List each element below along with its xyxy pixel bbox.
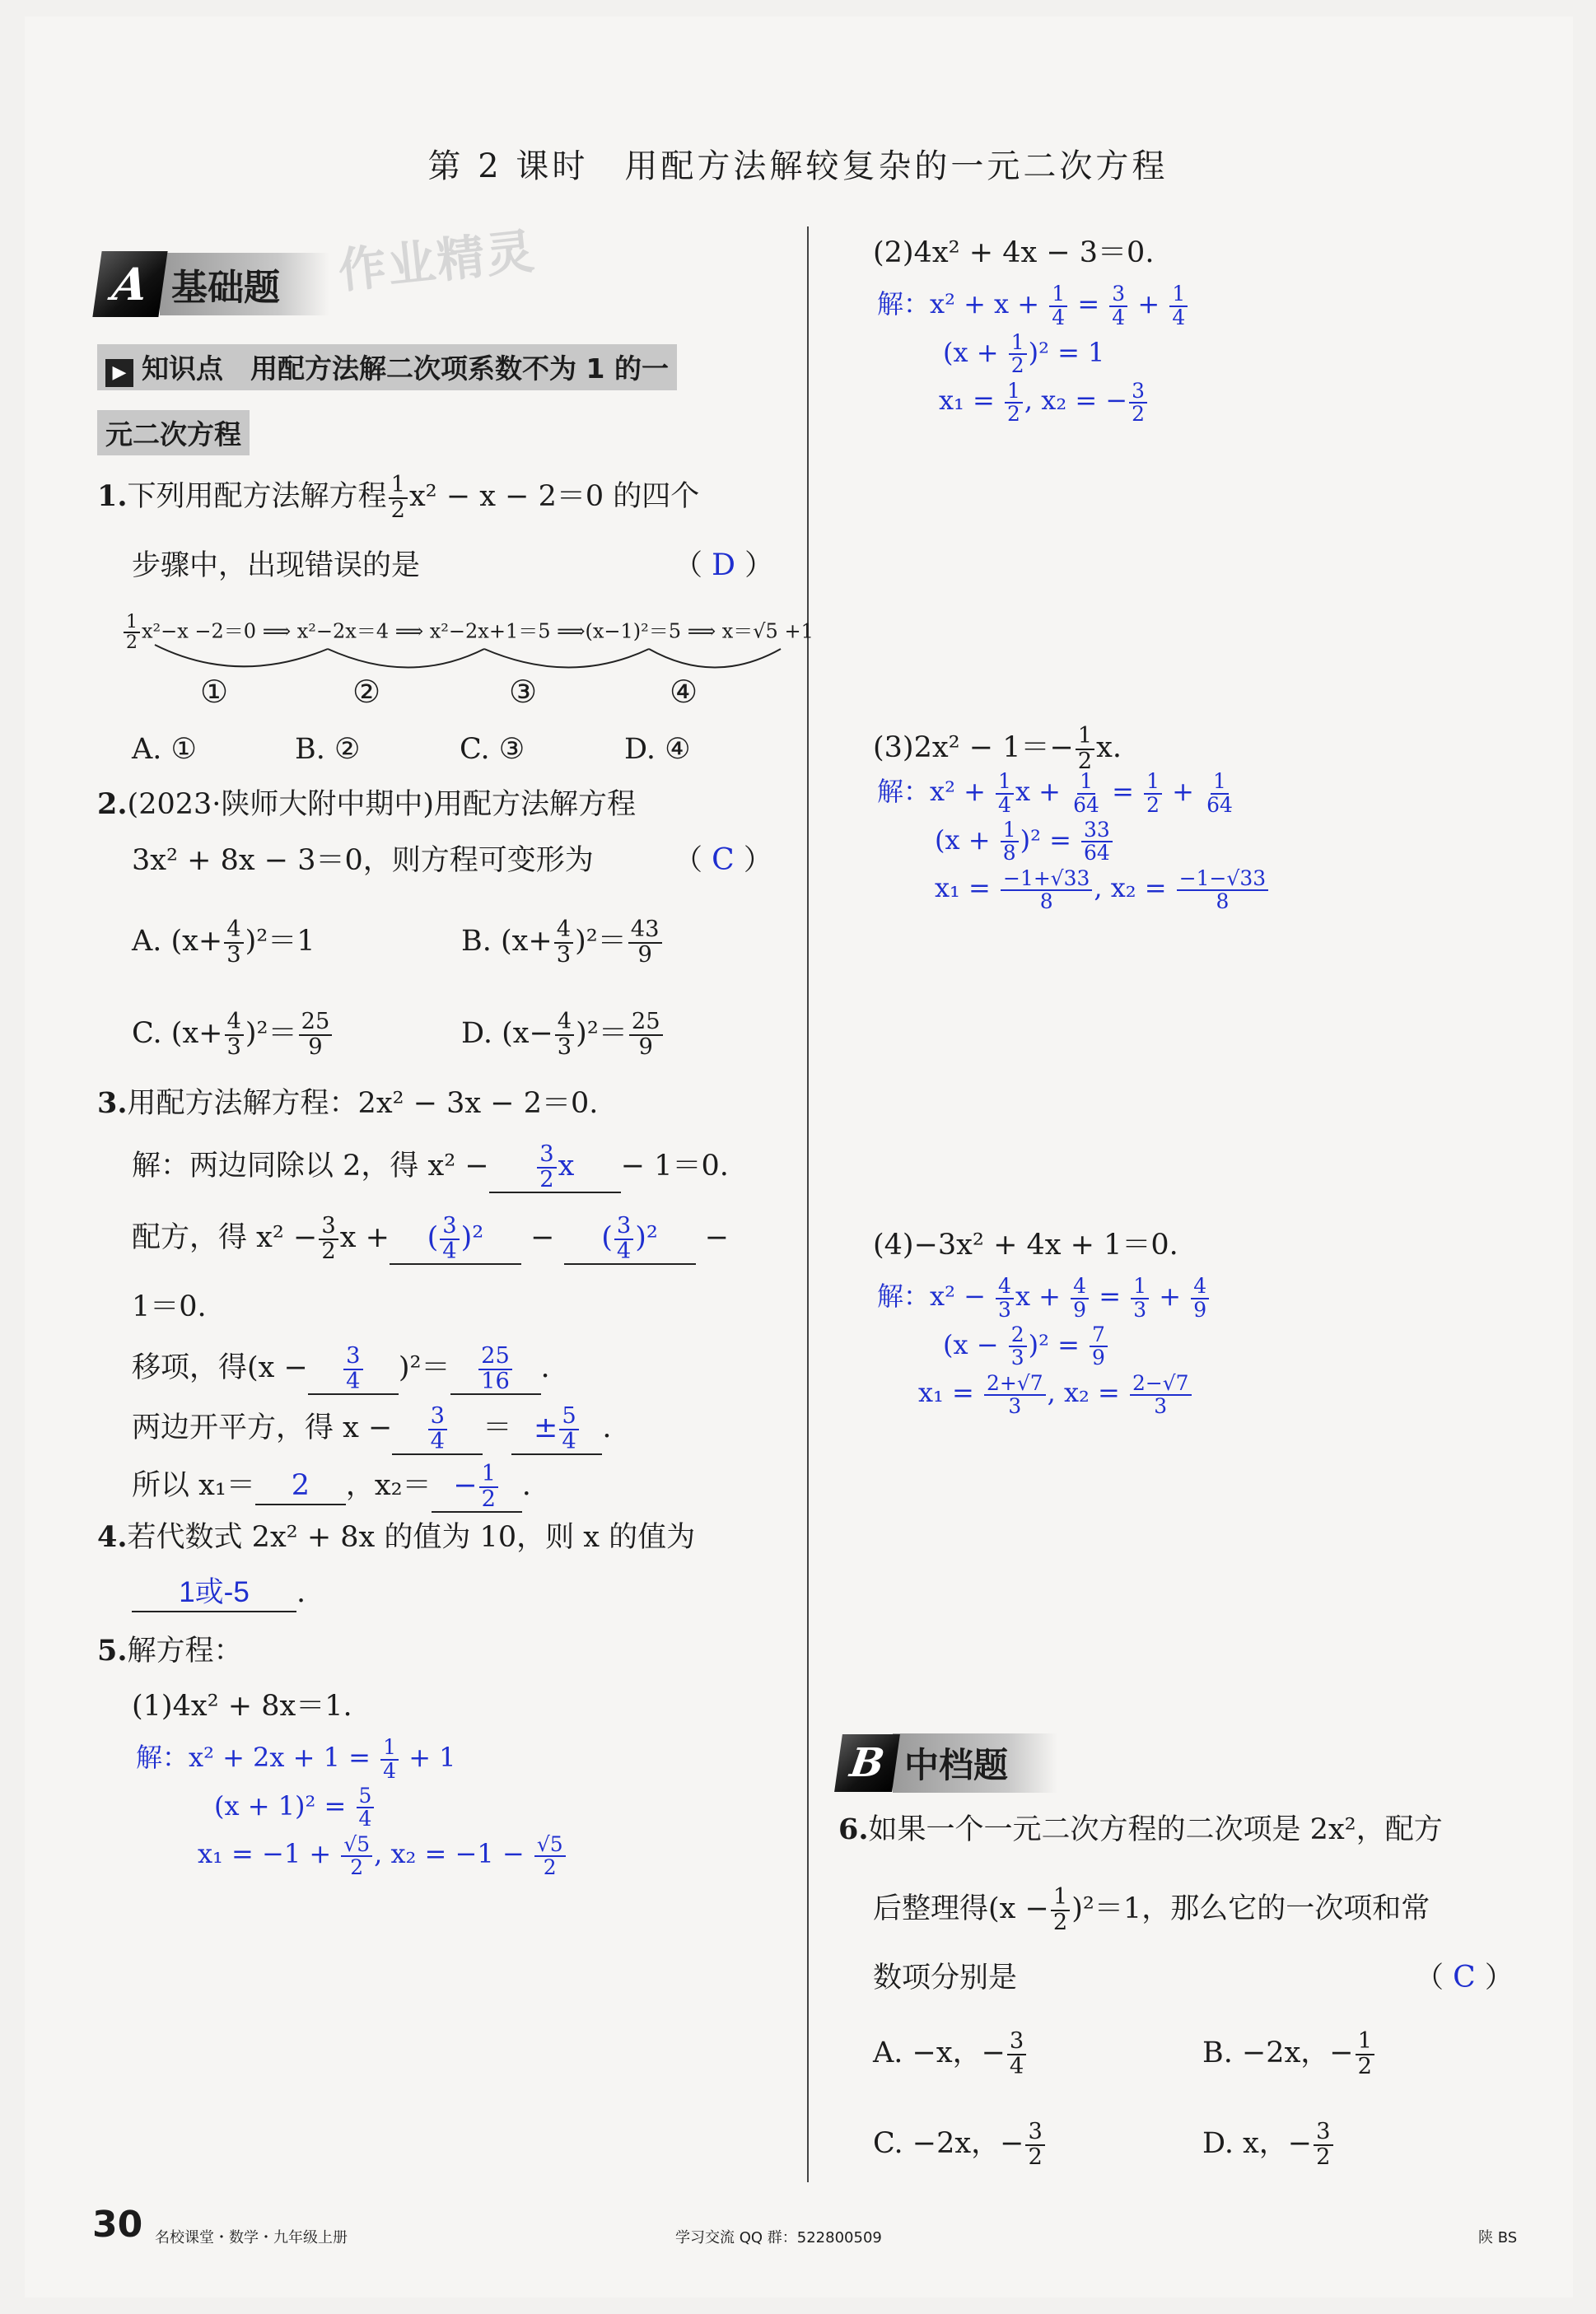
q5-part1-stem: (1)4x² + 8x＝1. bbox=[132, 1690, 352, 1723]
q3-blank1: $\frac{3}{2}$ x bbox=[489, 1143, 621, 1193]
section-b-label: 中档题 bbox=[893, 1733, 1057, 1793]
q2-option-b: B. (x+ $\frac{4}{3}$ )²＝ $\frac{43}{9}$ bbox=[461, 918, 664, 967]
section-a-badge bbox=[97, 251, 329, 317]
footer-book: 名校课堂・数学・九年级上册 bbox=[155, 2229, 348, 2246]
q3-blank8: 2 bbox=[255, 1467, 346, 1505]
column-divider bbox=[807, 226, 809, 2182]
q1-option-d: D. ④ bbox=[624, 733, 691, 766]
knowledge-point-line2: 元二次方程 bbox=[97, 410, 250, 455]
q5-stem: 5.解方程： bbox=[97, 1634, 243, 1668]
q3-line3: 1＝0. bbox=[132, 1290, 207, 1323]
q3-line2: 配方，得 x² − $\frac{3}{2}$ x + ( $\frac{3}{4}$ )² − ( $\frac{3}{4}$ )² − bbox=[132, 1213, 730, 1264]
footer-qq: 学习交流 QQ 群：522800509 bbox=[675, 2229, 882, 2246]
q3-blank5: $\frac{25}{16}$ bbox=[450, 1345, 541, 1395]
q2-stem-line2: 3x² + 8x − 3＝0，则方程可变形为 bbox=[132, 844, 594, 877]
q5-part4-solution: 解：x² − $\frac{4}{3}$ x + $\frac{4}{9}$ = $\frac{1}{3}$ + $\frac{4}{9}$ (x − $\frac{2}{3}$ )² = $\frac{7}{9}$ x₁ = $\frac{2+√7}{3}$ , x₂ = $\frac{2-√7}{3}$ bbox=[877, 1272, 1211, 1417]
q3-blank6: $\frac{3}{4}$ bbox=[392, 1405, 483, 1455]
q1-step-4: ④ bbox=[670, 674, 698, 710]
q5-part4-stem: (4)−3x² + 4x + 1＝0. bbox=[873, 1229, 1178, 1262]
q3-blank7: ± $\frac{5}{4}$ bbox=[511, 1405, 602, 1455]
section-a-label: 基础题 bbox=[160, 253, 329, 315]
q2-answer-bracket: （ C ） bbox=[674, 843, 772, 877]
q1-step-chain: $\frac{1}{2}$ x²−x −2＝0 ⟹ x²−2x＝4 ⟹ x²−2x+1＝5 ⟹(x−1)²＝5 ⟹ x＝√5 +1 ① ② ③ ④ bbox=[122, 609, 789, 725]
footer-edition: 陕 BS bbox=[1478, 2229, 1518, 2246]
section-a-letter: A bbox=[92, 251, 167, 317]
q4-stem: 4.若代数式 2x² + 8x 的值为 10，则 x 的值为 bbox=[97, 1520, 696, 1554]
q3-blank3: ( $\frac{3}{4}$ )² bbox=[564, 1215, 696, 1265]
q1-answer-bracket: （ D ） bbox=[674, 548, 774, 582]
q3-blank2: ( $\frac{3}{4}$ )² bbox=[390, 1215, 521, 1265]
q4-answer: 1或-5 bbox=[132, 1575, 296, 1612]
q6-option-b: B. −2x，− $\frac{1}{2}$ bbox=[1202, 2030, 1376, 2078]
q6-answer-bracket: （ C ） bbox=[1415, 1961, 1514, 1994]
q4-answer-line: 1或-5 . bbox=[132, 1575, 306, 1612]
q1-step-2: ② bbox=[352, 674, 381, 710]
q2-option-c: C. (x+ $\frac{4}{3}$ )²＝ $\frac{25}{9}$ bbox=[132, 1010, 334, 1059]
q6-option-a: A. −x，− $\frac{3}{4}$ bbox=[873, 2030, 1028, 2078]
q6-stem-line2: 后整理得(x − $\frac{1}{2}$ )²＝1，那么它的一次项和常 bbox=[873, 1884, 1430, 1935]
q1-answer: D bbox=[712, 548, 736, 582]
q6-option-d: D. x，− $\frac{3}{2}$ bbox=[1202, 2120, 1335, 2169]
q5-part1-solution: 解：x² + 2x + 1 = $\frac{1}{4}$ + 1 (x + 1)² = $\frac{5}{4}$ x₁ = −1 + $\frac{√5}{2}$ , x₂ = −1 − $\frac{√5}{2}$ bbox=[136, 1733, 567, 1878]
q1-stem: 1.下列用配方法解方程 $\frac{1}{2}$ x² − x − 2＝0 的四个 bbox=[97, 472, 700, 523]
q2-answer: C bbox=[712, 843, 735, 877]
page-title: 第 2 课时 用配方法解较复杂的一元二次方程 bbox=[427, 147, 1169, 185]
q2-stem: 2.(2023·陕师大附中期中)用配方法解方程 bbox=[97, 787, 637, 821]
q1-stem-line2: 步骤中，出现错误的是 bbox=[132, 549, 421, 582]
q1-step-3: ③ bbox=[509, 674, 538, 710]
q3-blank4: $\frac{3}{4}$ bbox=[308, 1345, 399, 1395]
q3-line5: 两边开平方，得 x − $\frac{3}{4}$ ＝ ± $\frac{5}{4}$ . bbox=[132, 1403, 612, 1454]
q5-part3-stem: (3)2x² − 1＝− $\frac{1}{2}$ x. bbox=[873, 723, 1122, 774]
section-b-letter: B bbox=[834, 1734, 900, 1792]
watermark: 作业精灵 bbox=[335, 222, 539, 300]
q1-option-c: C. ③ bbox=[460, 733, 525, 766]
q6-stem: 6.如果一个一元二次方程的二次项是 2x²，配方 bbox=[838, 1812, 1443, 1846]
q6-option-c: C. −2x，− $\frac{3}{2}$ bbox=[873, 2120, 1047, 2169]
q2-option-a: A. (x+ $\frac{4}{3}$ )²＝1 bbox=[132, 917, 315, 968]
q1-number: 1. bbox=[97, 479, 128, 514]
q3-line4: 移项，得(x − $\frac{3}{4}$ )²＝ $\frac{25}{16}$ . bbox=[132, 1343, 550, 1394]
q5-part2-stem: (2)4x² + 4x − 3＝0. bbox=[873, 236, 1155, 269]
page-number: 30 bbox=[92, 2204, 143, 2246]
q1-option-b: B. ② bbox=[295, 733, 361, 766]
q6-answer: C bbox=[1453, 1961, 1476, 1994]
q3-line6: 所以 x₁＝ 2 ，x₂＝ − $\frac{1}{2}$ . bbox=[132, 1461, 531, 1512]
knowledge-point bbox=[97, 344, 677, 455]
q1-step-1: ① bbox=[200, 674, 229, 710]
q3-stem: 3.用配方法解方程：2x² − 3x − 2＝0. bbox=[97, 1086, 599, 1120]
section-b-badge bbox=[838, 1733, 1057, 1793]
q6-stem-line3: 数项分别是 bbox=[873, 1962, 1018, 1994]
q5-part3-solution: 解：x² + $\frac{1}{4}$ x + $\frac{1}{64}$ = $\frac{1}{2}$ + $\frac{1}{64}$ (x + $\frac{1}{8}$ )² = $\frac{33}{64}$ x₁ = $\frac{-1+√33}{8}$ , x₂ = $\frac{-1-√33}{8}$ bbox=[877, 767, 1270, 912]
q1-option-a: A. ① bbox=[132, 733, 197, 766]
q3-line1: 解：两边同除以 2，得 x² − $\frac{3}{2}$ x − 1＝0. bbox=[132, 1141, 729, 1192]
q5-part2-solution: 解：x² + x + $\frac{1}{4}$ = $\frac{3}{4}$ + $\frac{1}{4}$ (x + $\frac{1}{2}$ )² = 1 x₁ = $\frac{1}{2}$ , x₂ = − $\frac{3}{2}$ bbox=[877, 280, 1189, 425]
knowledge-point-line1: 知识点 用配方法解二次项系数不为 1 的一 bbox=[142, 352, 669, 385]
play-icon: ▶ bbox=[105, 359, 133, 387]
q3-blank9: − $\frac{1}{2}$ bbox=[432, 1463, 522, 1513]
q2-option-d: D. (x− $\frac{4}{3}$ )²＝ $\frac{25}{9}$ bbox=[461, 1010, 665, 1059]
